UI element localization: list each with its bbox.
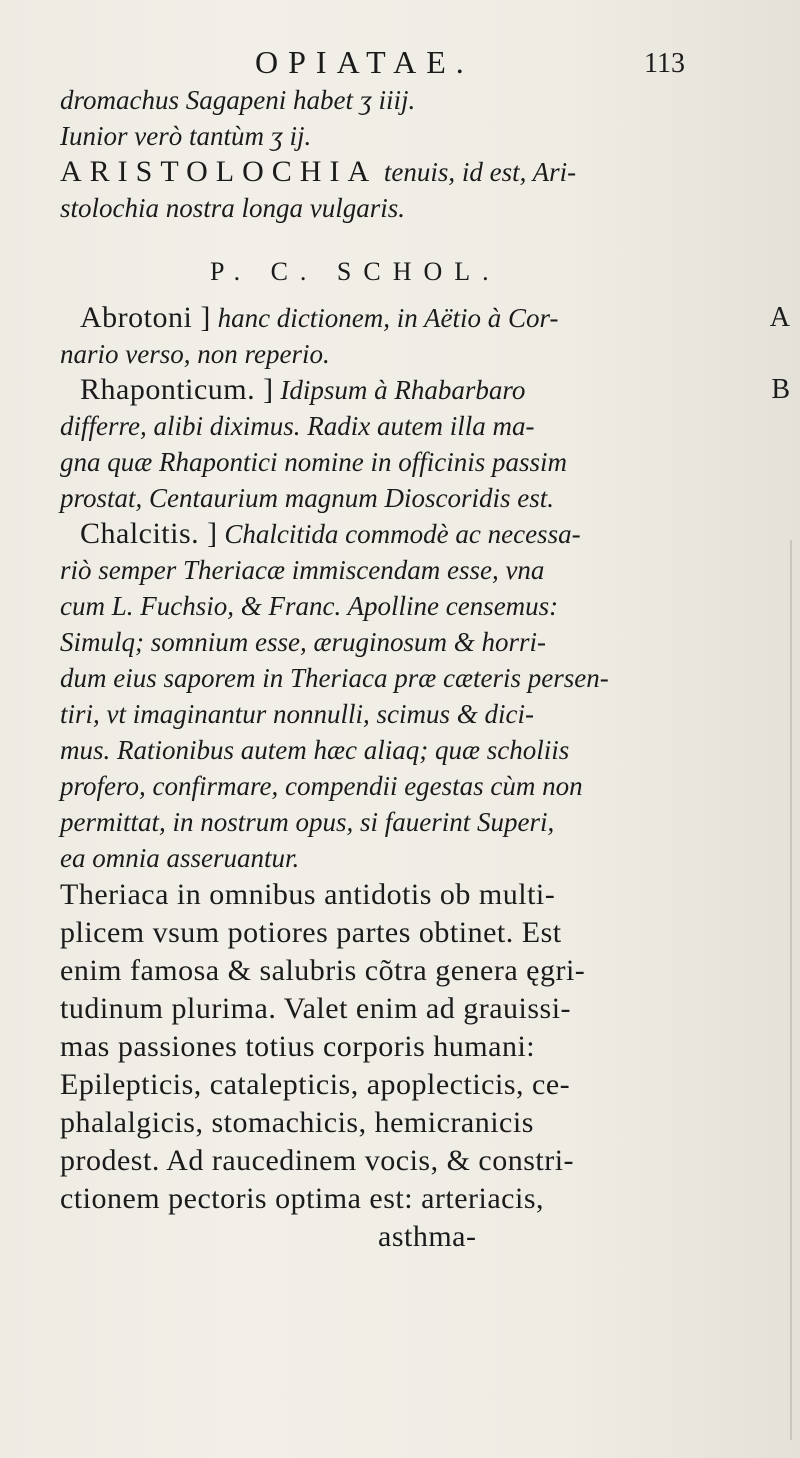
- text-line: [60, 1218, 780, 1256]
- line-text: gna quæ Rhapontici nomine in officinis passim: [60, 447, 567, 477]
- line-text: hanc dictionem, in Aëtio à Cor-: [210, 303, 559, 333]
- line-text: dum eius saporem in Theriaca præ cæteris persen-: [60, 663, 609, 693]
- line-text: tudinum plurima. Valet enim ad grauissi-: [60, 992, 572, 1025]
- text-line: [60, 300, 790, 336]
- text-line: [60, 660, 780, 696]
- line-text: Iunior verò tantùm ʒ ij.: [60, 121, 312, 151]
- running-head: OPIATAE.: [255, 44, 474, 80]
- text-line: [60, 952, 780, 990]
- line-text: permittat, in nostrum opus, si fauerint Superi,: [60, 807, 555, 837]
- text-line: [60, 1142, 780, 1180]
- text-line: [60, 624, 780, 660]
- line-text: profero, confirmare, compendii egestas cùm non: [60, 771, 583, 801]
- line-text: enim famosa & salubris cõtra genera ęgri-: [60, 954, 586, 987]
- line-text: phalalgicis, stomachicis, hemicranicis: [60, 1106, 534, 1139]
- text-line: [60, 190, 780, 226]
- text-line: [60, 696, 780, 732]
- line-text: Chalcitida commodè ac necessa-: [217, 519, 581, 549]
- text-line: [60, 1028, 780, 1066]
- text-line: [60, 804, 780, 840]
- line-text: mas passiones totius corporis humani:: [60, 1030, 536, 1063]
- page-edge-line: [790, 540, 792, 1440]
- text-line: [60, 444, 780, 480]
- line-text: plicem vsum potiores partes obtinet. Est: [60, 916, 562, 949]
- text-line: [60, 914, 780, 952]
- lemma: ARISTOLOCHIA: [60, 155, 378, 188]
- line-text: dromachus Sagapeni habet ʒ iiij.: [60, 85, 416, 115]
- line-text: Idipsum à Rhabarbaro: [273, 375, 526, 405]
- line-text: riò semper Theriacæ immiscendam esse, vna: [60, 555, 545, 585]
- section-gap: [60, 226, 780, 254]
- line-text: Simulq; somnium esse, æruginosum & horri-: [60, 627, 547, 657]
- text-line: [60, 876, 780, 914]
- scholia-heading: [60, 254, 780, 290]
- text-line: [60, 154, 780, 190]
- margin-letter: B: [771, 374, 790, 405]
- text-line: [60, 336, 780, 372]
- text-line: [60, 82, 780, 118]
- text-line: [60, 516, 780, 552]
- text-line: [60, 408, 780, 444]
- line-text: ea omnia asseruantur.: [60, 843, 300, 873]
- line-text: asthma-: [378, 1220, 477, 1253]
- lemma: Rhaponticum. ]: [80, 373, 274, 406]
- text-line: [60, 768, 780, 804]
- section-gap: [60, 290, 780, 300]
- line-text: stolochia nostra longa vulgaris.: [60, 193, 406, 223]
- text-line: [60, 840, 780, 876]
- line-text: mus. Rationibus autem hæc aliaq; quæ scholiis: [60, 735, 570, 765]
- line-text: cum L. Fuchsio, & Franc. Apolline censemus:: [60, 591, 559, 621]
- text-line: [60, 1180, 780, 1218]
- text-line: [60, 990, 780, 1028]
- line-text: Epilepticis, catalepticis, apoplecticis, ce-: [60, 1068, 571, 1101]
- lemma: Chalcitis. ]: [80, 517, 218, 550]
- line-text: differre, alibi diximus. Radix autem illa ma-: [60, 411, 535, 441]
- line-text: tiri, vt imaginantur nonnulli, scimus & dici-: [60, 699, 534, 729]
- line-text: Theriaca in omnibus antidotis ob multi-: [60, 878, 556, 911]
- text-line: [60, 1066, 780, 1104]
- text-line: [60, 732, 780, 768]
- page-number: 113: [644, 48, 685, 79]
- text-line: [60, 588, 780, 624]
- text-body: [60, 82, 790, 1256]
- line-text: ctionem pectoris optima est: arteriacis,: [60, 1182, 545, 1215]
- line-text: nario verso, non reperio.: [60, 339, 330, 369]
- lemma: Abrotoni ]: [80, 301, 211, 334]
- line-text: prodest. Ad raucedinem vocis, & constri-: [60, 1144, 575, 1177]
- text-line: [60, 480, 780, 516]
- page-header: [255, 44, 685, 84]
- margin-letter: A: [769, 302, 790, 333]
- text-line: [60, 118, 780, 154]
- text-line: [60, 552, 780, 588]
- text-line: [60, 372, 790, 408]
- line-text: tenuis, id est, Ari-: [377, 157, 577, 187]
- line-text: prostat, Centaurium magnum Dioscoridis est.: [60, 483, 555, 513]
- scholia-heading-text: P. C. SCHOL.: [210, 257, 501, 286]
- text-line: [60, 1104, 780, 1142]
